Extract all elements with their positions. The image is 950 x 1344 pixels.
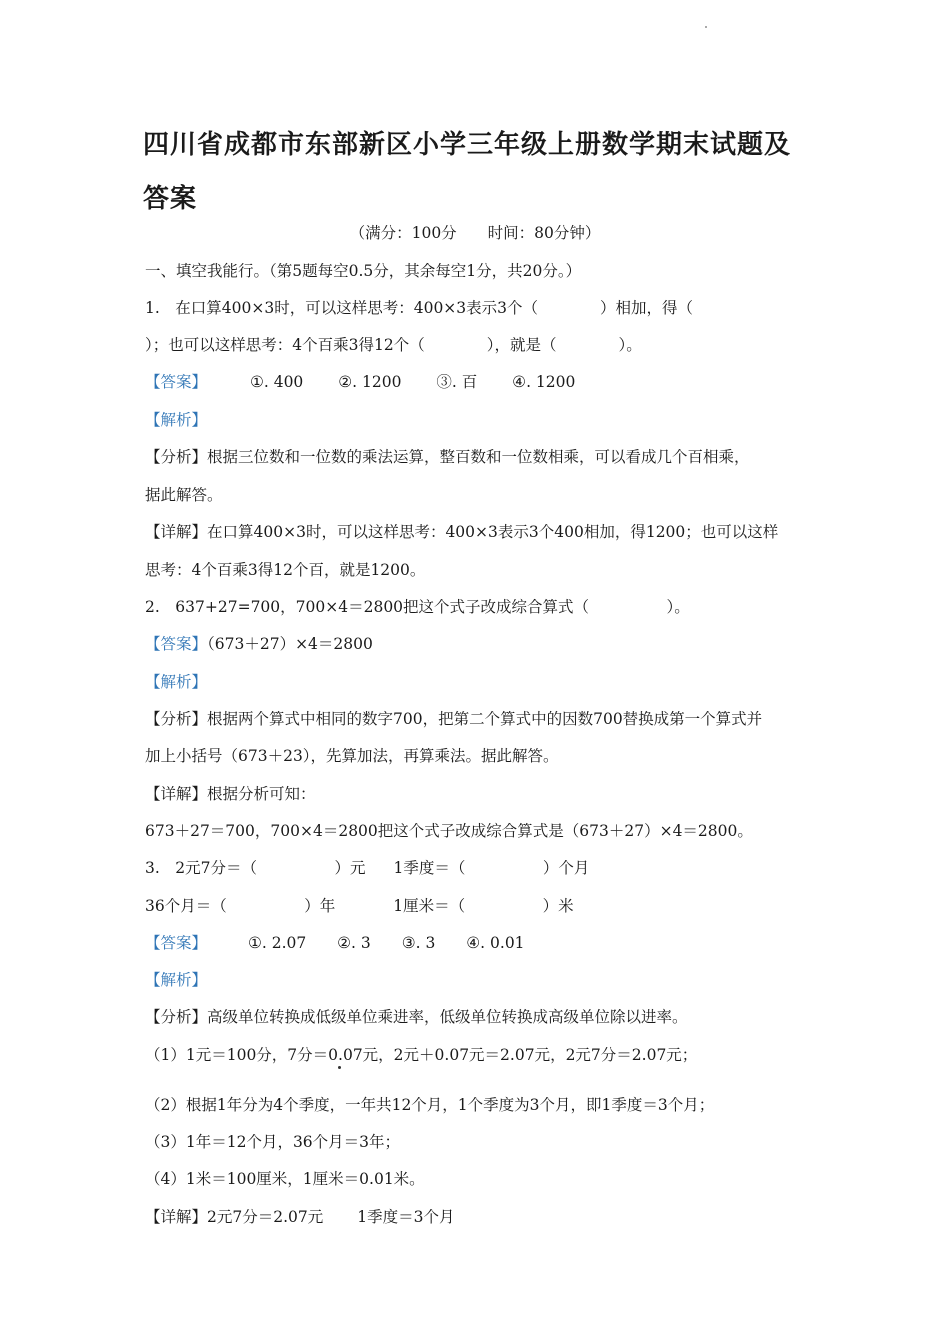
q3-blank-3: 36个月＝（ ）年 xyxy=(145,897,336,915)
stray-dot xyxy=(338,1066,341,1069)
q1-answer-2: ②. 1200 xyxy=(338,373,402,391)
q1-xiangjie-1 xyxy=(145,521,778,543)
answer-label: 【答案】 xyxy=(145,373,208,391)
q1-answer-row xyxy=(145,371,575,393)
q2-answer: （673＋27）×4＝2800 xyxy=(207,635,373,653)
q1-fenxi-1 xyxy=(145,446,750,468)
q3-jiexi-label: 【解析】 xyxy=(145,971,208,989)
q2-jiexi-label: 【解析】 xyxy=(145,673,208,691)
q2-xiangjie-2: 673＋27＝700，700×4＝2800把这个式子改成综合算式是（673＋27）×4＝2800。 xyxy=(145,822,753,840)
answer-label: 【答案】 xyxy=(145,934,208,952)
page-title: 四川省成都市东部新区小学三年级上册数学期末试题及答案 xyxy=(143,130,792,214)
q1-jiexi-label: 【解析】 xyxy=(145,411,208,429)
q3-point-2: （2）根据1年分为4个季度，一年共12个月，1个季度为3个月，即1季度＝3个月； xyxy=(145,1096,715,1114)
q2-answer-row xyxy=(145,633,373,655)
q3-fenxi-text: 高级单位转换成低级单位乘进率，低级单位转换成高级单位除以进率。 xyxy=(207,1008,688,1026)
q2-fenxi-text: 根据两个算式中相同的数字700，把第二个算式中的因数700替换成第一个算式并 xyxy=(207,710,763,728)
q1-fenxi-2: 据此解答。 xyxy=(145,486,223,504)
q1-answer-3: ③. 百 xyxy=(436,373,478,391)
xiangjie-label: 【详解】 xyxy=(145,523,208,541)
q3-point-1: （1）1元＝100分，7分＝0.07元，2元＋0.07元＝2.07元，2元7分＝2.07元； xyxy=(145,1046,698,1064)
q2-fenxi-1 xyxy=(145,708,762,730)
answer-label: 【答案】 xyxy=(145,635,208,653)
q2-xiangjie-1 xyxy=(145,783,316,805)
fenxi-label: 【分析】 xyxy=(145,710,208,728)
q3-line1 xyxy=(145,857,589,879)
q3-blank-2: 1季度＝（ ）个月 xyxy=(393,859,590,877)
q3-xiangjie-b: 1季度＝3个月 xyxy=(357,1208,455,1226)
fenxi-label: 【分析】 xyxy=(145,448,208,466)
q3-xiangjie xyxy=(145,1206,455,1228)
q1-line1: 1. 在口算400×3时，可以这样思考：400×3表示3个（ ）相加，得（ xyxy=(145,299,694,317)
q3-blank-4: 1厘米＝（ ）米 xyxy=(393,897,574,915)
q1-xiangjie-2: 思考：4个百乘3得12个百，就是1200。 xyxy=(145,561,426,579)
q2-line1: 2. 637+27=700，700×4＝2800把这个式子改成综合算式（ ）。 xyxy=(145,598,690,616)
q1-fenxi-text: 根据三位数和一位数的乘法运算，整百数和一位数相乘，可以看成几个百相乘， xyxy=(207,448,750,466)
subtitle: （满分：100分 时间：80分钟） xyxy=(349,224,601,242)
section-heading: 一、填空我能行。（第5题每空0.5分，其余每空1分，共20分。） xyxy=(145,262,582,280)
q3-answer-3: ③. 3 xyxy=(401,934,436,952)
corner-mark xyxy=(705,26,707,28)
q3-fenxi xyxy=(145,1006,688,1028)
q3-line2 xyxy=(145,895,574,917)
xiangjie-label: 【详解】 xyxy=(145,785,208,803)
q2-fenxi-2: 加上小括号（673＋23），先算加法，再算乘法。据此解答。 xyxy=(145,747,559,765)
q3-answer-4: ④. 0.01 xyxy=(466,934,525,952)
q3-answer-row xyxy=(145,932,525,954)
q3-blank-1: 3. 2元7分＝（ ）元 xyxy=(145,859,366,877)
q3-xiangjie-a: 2元7分＝2.07元 xyxy=(207,1208,324,1226)
q3-point-4: （4）1米＝100厘米，1厘米＝0.01米。 xyxy=(145,1170,425,1188)
q3-answer-2: ②. 3 xyxy=(337,934,371,952)
q3-point-3: （3）1年＝12个月，36个月＝3年； xyxy=(145,1133,401,1151)
q1-answer-4: ④. 1200 xyxy=(512,373,576,391)
xiangjie-label: 【详解】 xyxy=(145,1208,208,1226)
q3-answer-1: ①. 2.07 xyxy=(247,934,307,952)
fenxi-label: 【分析】 xyxy=(145,1008,208,1026)
q1-line2: ）；也可以这样思考：4个百乘3得12个（ ），就是（ ）。 xyxy=(145,336,642,354)
q2-xiangjie-text: 根据分析可知： xyxy=(207,785,316,803)
q1-answer-1: ①. 400 xyxy=(249,373,304,391)
q1-xiangjie-text: 在口算400×3时，可以这样思考：400×3表示3个400相加，得1200；也可以这样 xyxy=(207,523,779,541)
